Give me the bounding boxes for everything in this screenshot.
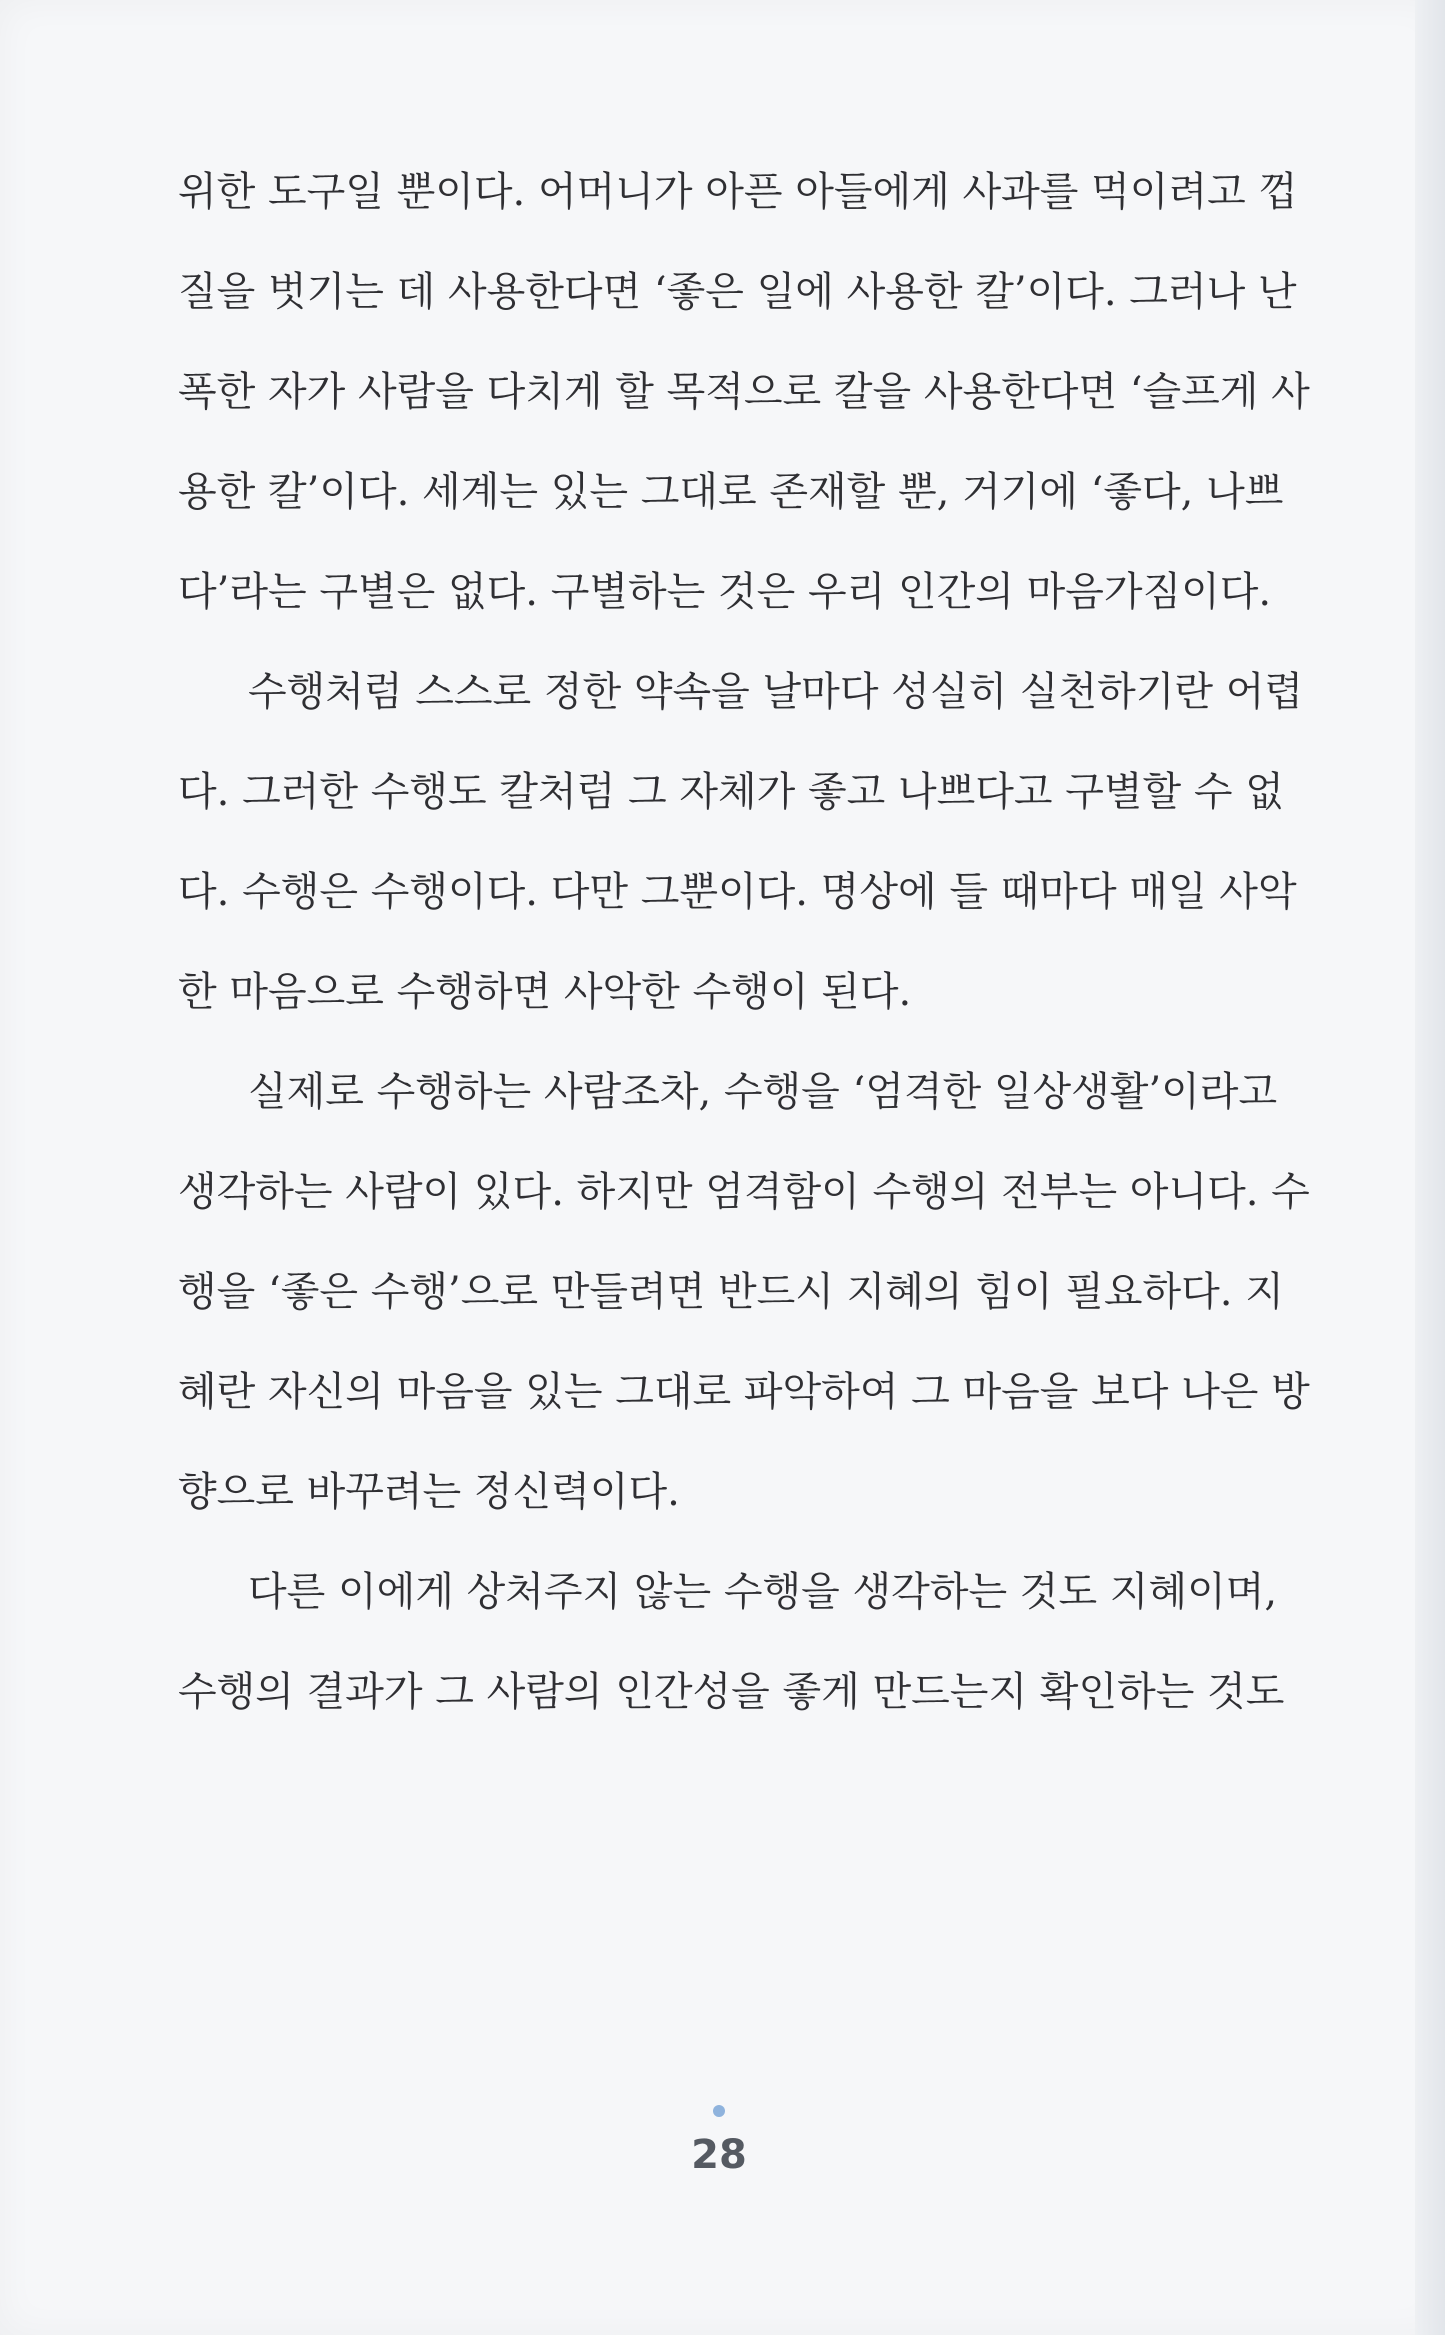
body-text xyxy=(178,142,1310,1742)
text-line: 한 마음으로 수행하면 사악한 수행이 된다. xyxy=(178,969,912,1015)
page-number: 28 xyxy=(691,2132,747,2178)
text-line: 실제로 수행하는 사람조차, 수행을 ‘엄격한 일상생활’이라고 xyxy=(248,1069,1278,1115)
text-line: 다. 수행은 수행이다. 다만 그뿐이다. 명상에 들 때마다 매일 사악 xyxy=(178,869,1297,915)
paragraph xyxy=(178,142,1310,642)
text-line: 다른 이에게 상처주지 않는 수행을 생각하는 것도 지혜이며, xyxy=(248,1569,1278,1615)
text-line: 질을 벗기는 데 사용한다면 ‘좋은 일에 사용한 칼’이다. 그러나 난 xyxy=(178,269,1297,315)
text-line: 혜란 자신의 마음을 있는 그대로 파악하여 그 마음을 보다 나은 방 xyxy=(178,1369,1310,1415)
text-line: 용한 칼’이다. 세계는 있는 그대로 존재할 뿐, 거기에 ‘좋다, 나쁘 xyxy=(178,469,1284,515)
text-line: 위한 도구일 뿐이다. 어머니가 아픈 아들에게 사과를 먹이려고 껍 xyxy=(178,169,1298,215)
page-number-dot xyxy=(713,2105,725,2117)
text-line: 다. 그러한 수행도 칼처럼 그 자체가 좋고 나쁘다고 구별할 수 없 xyxy=(178,769,1284,815)
text-line: 폭한 자가 사람을 다치게 할 목적으로 칼을 사용한다면 ‘슬프게 사 xyxy=(178,369,1310,415)
text-line: 수행의 결과가 그 사람의 인간성을 좋게 만드는지 확인하는 것도 xyxy=(178,1669,1285,1715)
text-line: 행을 ‘좋은 수행’으로 만들려면 반드시 지혜의 힘이 필요하다. 지 xyxy=(178,1269,1284,1315)
paragraph xyxy=(178,642,1304,1042)
paragraph xyxy=(178,1542,1285,1742)
text-line: 향으로 바꾸려는 정신력이다. xyxy=(178,1469,680,1515)
text-line: 수행처럼 스스로 정한 약속을 날마다 성실히 실천하기란 어렵 xyxy=(248,669,1304,715)
paragraph xyxy=(178,1042,1310,1542)
page-edge xyxy=(1415,0,1445,2335)
text-line: 생각하는 사람이 있다. 하지만 엄격함이 수행의 전부는 아니다. 수 xyxy=(178,1169,1310,1215)
text-line: 다’라는 구별은 없다. 구별하는 것은 우리 인간의 마음가짐이다. xyxy=(178,569,1272,615)
